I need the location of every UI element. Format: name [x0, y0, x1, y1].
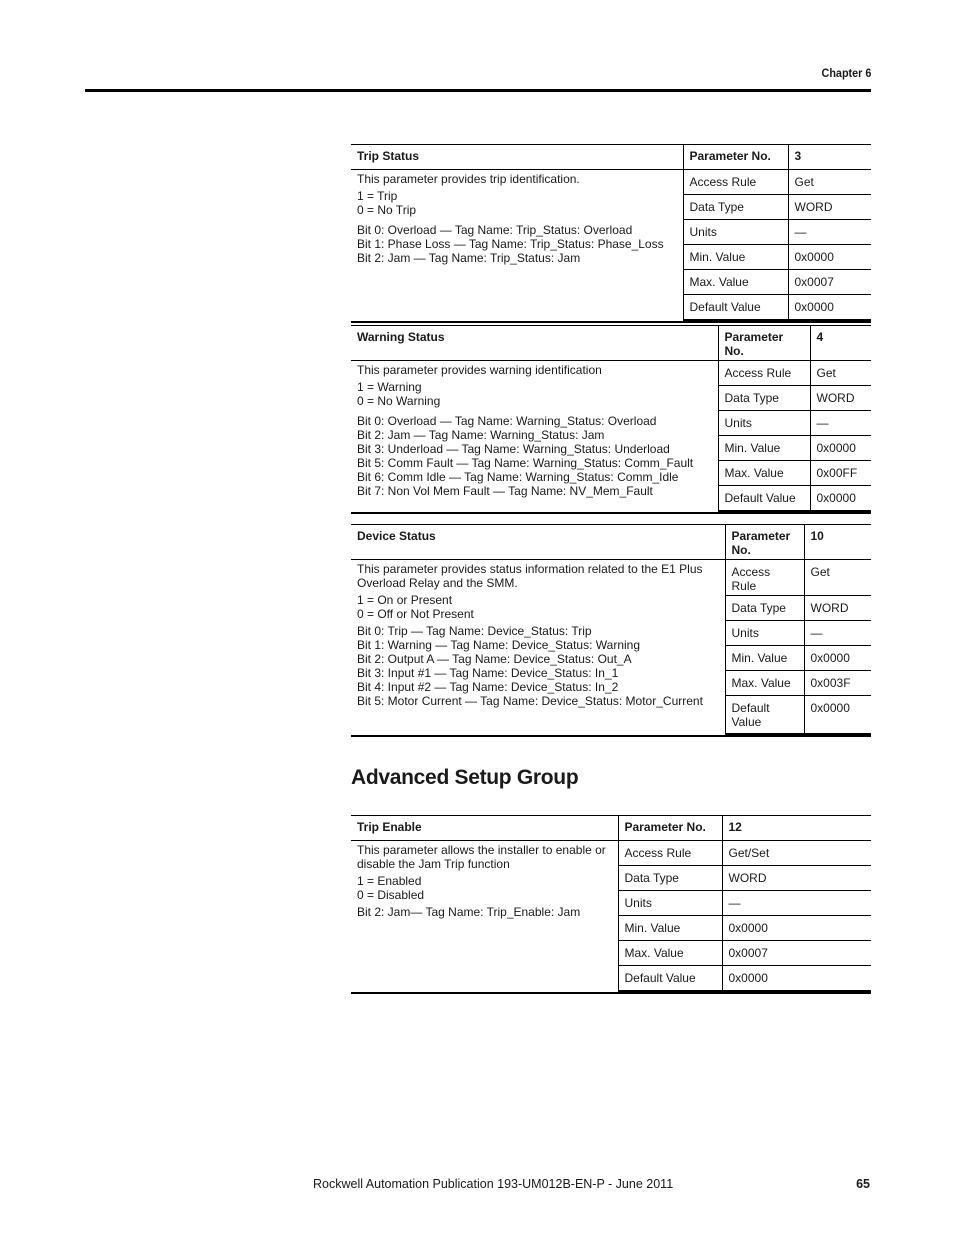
row-label: Units [683, 220, 788, 245]
row-value: 0x0007 [722, 941, 871, 966]
description-line: Bit 3: Input #1 — Tag Name: Device_Status: In_1 [357, 666, 619, 680]
description-line: This parameter provides status information related to the E1 Plus [357, 562, 703, 576]
description-line: This parameter allows the installer to enable or [357, 843, 606, 857]
row-label: Access Rule [725, 560, 804, 596]
description-line: Bit 3: Underload — Tag Name: Warning_Status: Underload [357, 442, 670, 456]
row-value: — [804, 621, 871, 646]
description-line: 0 = Off or Not Present [357, 607, 474, 621]
description-line: This parameter provides trip identification. [357, 172, 580, 186]
row-value: — [788, 220, 871, 245]
description-line: 1 = Trip [357, 189, 398, 203]
row-value: WORD [804, 596, 871, 621]
row-label: Min. Value [683, 245, 788, 270]
row-label: Access Rule [618, 841, 722, 866]
header-rule [85, 89, 871, 92]
description-line: This parameter provides warning identification [357, 363, 602, 377]
row-label: Default Value [683, 295, 788, 320]
description-line: 0 = Disabled [357, 888, 425, 902]
description-line: Bit 1: Phase Loss — Tag Name: Trip_Status: Phase_Loss [357, 237, 664, 251]
row-label: Units [718, 411, 810, 436]
row-value: WORD [810, 386, 871, 411]
param-no-label: Parameter No. [718, 326, 810, 361]
row-value: 0x0000 [804, 696, 871, 734]
row-value: 0x0000 [722, 916, 871, 941]
row-value: 0x0000 [788, 295, 871, 320]
description-line: Bit 4: Input #2 — Tag Name: Device_Status: In_2 [357, 680, 619, 694]
row-label: Units [725, 621, 804, 646]
param-no: 4 [810, 326, 871, 361]
row-value: — [810, 411, 871, 436]
row-label: Data Type [725, 596, 804, 621]
trip-status-table [351, 144, 871, 323]
row-value: Get [804, 560, 871, 596]
row-value: 0x0000 [722, 966, 871, 991]
description-line: Bit 2: Jam— Tag Name: Trip_Enable: Jam [357, 905, 581, 919]
row-label: Data Type [718, 386, 810, 411]
param-no: 12 [722, 816, 871, 841]
page-number: 65 [856, 1177, 870, 1191]
row-label: Min. Value [618, 916, 722, 941]
row-label: Max. Value [683, 270, 788, 295]
description-line: Bit 2: Jam — Tag Name: Warning_Status: Jam [357, 428, 605, 442]
param-name: Trip Status [351, 145, 683, 170]
row-label: Max. Value [725, 671, 804, 696]
description-line: 0 = No Trip [357, 203, 417, 217]
description-line: Overload Relay and the SMM. [357, 576, 518, 590]
row-value: Get [788, 170, 871, 195]
param-name: Warning Status [351, 326, 718, 361]
description-line: Bit 2: Output A — Tag Name: Device_Status: Out_A [357, 652, 632, 666]
row-value: 0x0007 [788, 270, 871, 295]
param-no: 10 [804, 525, 871, 560]
description-line: Bit 2: Jam — Tag Name: Trip_Status: Jam [357, 251, 581, 265]
row-value: 0x0000 [810, 436, 871, 461]
row-value: 0x0000 [810, 486, 871, 511]
description-line: 1 = Enabled [357, 874, 422, 888]
row-value: 0x0000 [788, 245, 871, 270]
row-value: WORD [788, 195, 871, 220]
row-label: Access Rule [683, 170, 788, 195]
row-label: Access Rule [718, 361, 810, 386]
description-line: Bit 5: Motor Current — Tag Name: Device_Status: Motor_Current [357, 694, 703, 708]
param-no-label: Parameter No. [618, 816, 722, 841]
row-value: WORD [722, 866, 871, 891]
row-value: Get/Set [722, 841, 871, 866]
row-value: Get [810, 361, 871, 386]
description-line: Bit 6: Comm Idle — Tag Name: Warning_Status: Comm_Idle [357, 470, 679, 484]
description-line: Bit 0: Trip — Tag Name: Device_Status: Trip [357, 624, 592, 638]
description-line: 1 = Warning [357, 380, 422, 394]
trip-enable-table [351, 815, 871, 994]
row-label: Min. Value [725, 646, 804, 671]
section-title: Advanced Setup Group [351, 766, 579, 789]
row-label: Max. Value [718, 461, 810, 486]
description-line: 0 = No Warning [357, 394, 441, 408]
description-line: Bit 0: Overload — Tag Name: Warning_Status: Overload [357, 414, 657, 428]
device-status-table [351, 524, 871, 737]
footer-publication: Rockwell Automation Publication 193-UM012B-EN-P - June 2011 [313, 1177, 674, 1191]
param-no: 3 [788, 145, 871, 170]
row-label: Default Value [718, 486, 810, 511]
description-line: Bit 1: Warning — Tag Name: Device_Status: Warning [357, 638, 641, 652]
param-name: Device Status [351, 525, 725, 560]
param-no-label: Parameter No. [725, 525, 804, 560]
param-no-label: Parameter No. [683, 145, 788, 170]
row-value: 0x00FF [810, 461, 871, 486]
description-line: Bit 5: Comm Fault — Tag Name: Warning_Status: Comm_Fault [357, 456, 694, 470]
row-value: — [722, 891, 871, 916]
chapter-label: Chapter 6 [821, 66, 871, 80]
row-label: Min. Value [718, 436, 810, 461]
row-label: Max. Value [618, 941, 722, 966]
row-label: Units [618, 891, 722, 916]
param-name: Trip Enable [351, 816, 618, 841]
row-label: Data Type [683, 195, 788, 220]
warning-status-table [351, 325, 871, 514]
row-label: Data Type [618, 866, 722, 891]
param-description [351, 560, 725, 734]
description-line: 1 = On or Present [357, 593, 453, 607]
description-line: Bit 7: Non Vol Mem Fault — Tag Name: NV_Mem_Fault [357, 484, 653, 498]
param-description [351, 361, 718, 511]
param-description [351, 841, 618, 991]
row-label: Default Value [725, 696, 804, 734]
row-value: 0x0000 [804, 646, 871, 671]
row-label: Default Value [618, 966, 722, 991]
description-line: Bit 0: Overload — Tag Name: Trip_Status: Overload [357, 223, 633, 237]
description-line: disable the Jam Trip function [357, 857, 510, 871]
row-value: 0x003F [804, 671, 871, 696]
param-description [351, 170, 683, 320]
